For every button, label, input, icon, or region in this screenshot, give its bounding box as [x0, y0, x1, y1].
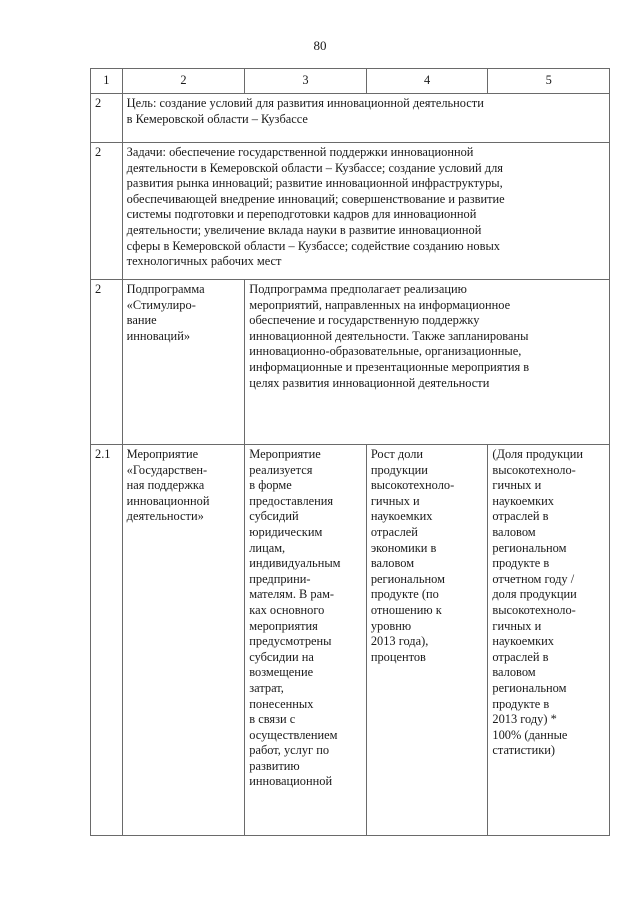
tasks-text: Задачи: обеспечение государственной поддержки инновационной деятельности в Кемеровской области – Кузбассе; создание условий для развития рынка инноваций; развитие инновационной инфраструктуры, обеспечивающей внедрение инноваций; совершенствование и развитие системы подготовки и переподготовки кадров для инновационной деятельности; увеличение вклада науки в развитие инновационной сферы в Кемеровской области – Кузбассе; содействие созданию новых технологичных рабочих мест — [122, 143, 609, 280]
header-cell-2: 2 — [122, 69, 245, 94]
measure-number: 2.1 — [91, 445, 123, 836]
measure-formula: (Доля продукции высокотехноло- гичных и наукоемких отраслей в валовом региональном продукте в отчетном году / доля продукции высокотехноло- гичных и наукоемких отраслей в валовом региональном продукте в 2013 году) * 100% (данные статистики) — [488, 445, 610, 836]
tasks-row — [91, 143, 610, 280]
subprogram-number: 2 — [91, 280, 123, 445]
table-header-row — [91, 69, 610, 94]
subprogram-row — [91, 280, 610, 445]
tasks-number: 2 — [91, 143, 123, 280]
program-table — [90, 68, 610, 836]
subprogram-name: Подпрограмма «Стимулиро- вание инноваций» — [122, 280, 245, 445]
goal-row — [91, 94, 610, 143]
header-cell-3: 3 — [245, 69, 367, 94]
header-cell-1: 1 — [91, 69, 123, 94]
page-number: 80 — [313, 38, 327, 53]
subprogram-description: Подпрограмма предполагает реализацию мероприятий, направленных на информационное обеспечение и государственную поддержку инновационной деятельности. Также запланированы инновационно-образовательные, организационные, информационные и презентационные мероприятия в целях развития инновационной деятельности — [245, 280, 610, 445]
measure-name: Мероприятие «Государствен- ная поддержка инновационной деятельности» — [122, 445, 245, 836]
goal-number: 2 — [91, 94, 123, 143]
measure-row — [91, 445, 610, 836]
header-cell-4: 4 — [366, 69, 488, 94]
header-cell-5: 5 — [488, 69, 610, 94]
measure-description: Мероприятие реализуется в форме предоставления субсидий юридическим лицам, индивидуальным предприни- мателям. В рам- ках основного мероприятия предусмотрены субсидии на возмещение затрат, понесенных в связи с осуществлением работ, услуг по развитию инновационной — [245, 445, 367, 836]
measure-indicator: Рост доли продукции высокотехноло- гичных и наукоемких отраслей экономики в валовом региональном продукте (по отношению к уровню 2013 года), процентов — [366, 445, 488, 836]
goal-text: Цель: создание условий для развития инновационной деятельности в Кемеровской области – Кузбассе — [122, 94, 609, 143]
